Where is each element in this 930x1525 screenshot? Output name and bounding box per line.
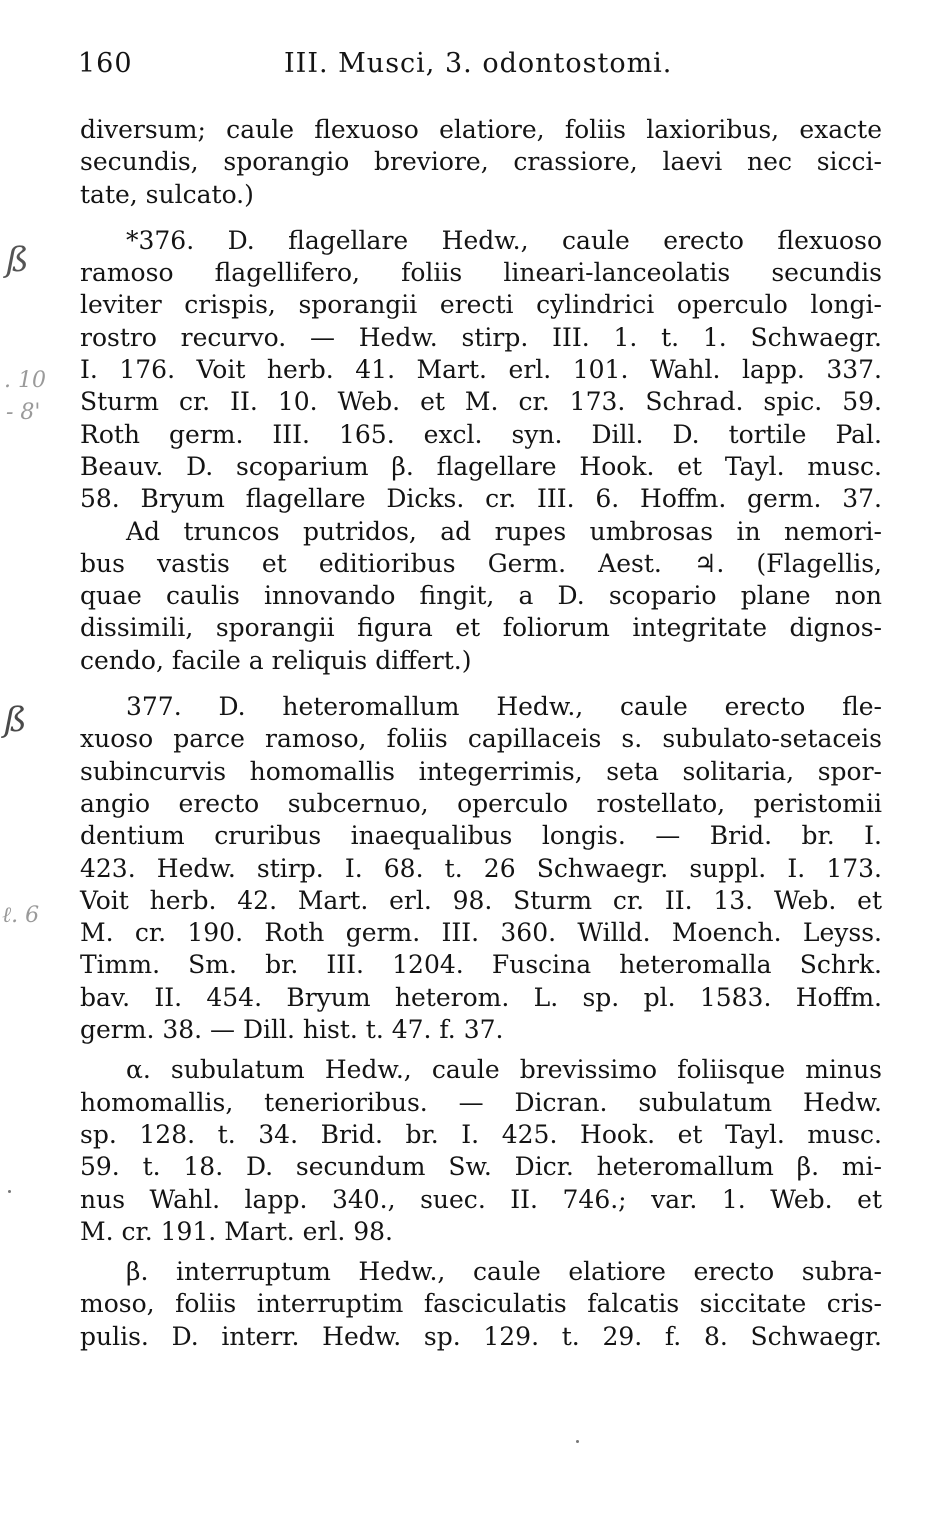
text-line: dissimili, sporangii figura et foliorum integritate dignos- <box>80 613 882 643</box>
text-line: 423. Hedw. stirp. I. 68. t. 26 Schwaegr. suppl. I. 173. <box>80 853 882 883</box>
text-line: Beauv. D. scoparium β. flagellare Hook. et Tayl. musc. <box>80 451 882 481</box>
page-number: 160 <box>78 48 133 79</box>
text-line: diversum; caule flexuoso elatiore, foliis laxioribus, exacte <box>80 115 882 144</box>
text-line: moso, foliis interruptim fasciculatis falcatis siccitate cris- <box>80 1289 882 1319</box>
paragraph-gap <box>80 677 882 691</box>
paragraph-gap <box>80 1046 882 1054</box>
paragraph-gap <box>80 211 882 225</box>
text-line: pulis. D. interr. Hedw. sp. 129. t. 29. f. 8. Schwaegr. <box>80 1321 882 1351</box>
text-line: quae caulis innovando fingit, a D. scopario plane non <box>80 581 882 611</box>
text-line: M. cr. 191. Mart. erl. 98. <box>80 1216 393 1246</box>
text-line: rostro recurvo. — Hedw. stirp. III. 1. t. 1. Schwaegr. <box>80 322 882 352</box>
text-line: tate, sulcato.) <box>80 179 254 209</box>
text-line: Timm. Sm. br. III. 1204. Fuscina heteromalla Schrk. <box>80 950 882 980</box>
text-line: dentium cruribus inaequalibus longis. — Brid. br. I. <box>80 821 882 851</box>
text-line: Voit herb. 42. Mart. erl. 98. Sturm cr. II. 13. Web. et <box>80 885 882 915</box>
text-line: homomallis, tenerioribus. — Dicran. subulatum Hedw. <box>80 1087 882 1117</box>
species-heading-376: *376. D. flagellare Hedw., caule erecto flexuoso <box>126 225 882 255</box>
text-line: bav. II. 454. Bryum heterom. L. sp. pl. 1583. Hoffm. <box>80 982 882 1012</box>
text-line: xuoso parce ramoso, foliis capillaceis s. subulato-setaceis <box>80 724 882 754</box>
text-line: sp. 128. t. 34. Brid. br. I. 425. Hook. et Tayl. musc. <box>80 1119 882 1149</box>
text-line: ramoso flagellifero, foliis lineari-lanceolatis secundis <box>80 258 882 288</box>
text-line: 59. t. 18. D. secundum Sw. Dicr. heteromallum β. mi- <box>80 1152 882 1182</box>
paragraph-gap <box>80 1248 882 1256</box>
paper-speck <box>8 1190 11 1193</box>
text-line: secundis, sporangio breviore, crassiore, laevi nec sicci- <box>80 147 882 177</box>
margin-note-six: ℓ. 6 <box>2 903 40 928</box>
text-line: leviter crispis, sporangii erecti cylindrici operculo longi- <box>80 290 882 320</box>
text-line: Roth germ. III. 165. excl. syn. Dill. D. tortile Pal. <box>80 419 882 449</box>
running-head <box>78 48 878 88</box>
text-line: angio erecto subcernuo, operculo rostellato, peristomii <box>80 788 882 818</box>
text-line: Sturm cr. II. 10. Web. et M. cr. 173. Schrad. spic. 59. <box>80 387 882 417</box>
text-line: I. 176. Voit herb. 41. Mart. erl. 101. Wahl. lapp. 337. <box>80 355 882 385</box>
margin-note-beta: ß <box>6 240 29 280</box>
body-text <box>80 114 882 1353</box>
variety-beta: β. interruptum Hedw., caule elatiore erecto subra- <box>126 1257 882 1287</box>
text-line: M. cr. 190. Roth germ. III. 360. Willd. Moench. Leyss. <box>80 918 882 948</box>
species-heading-377: 377. D. heteromallum Hedw., caule erecto fle- <box>126 692 882 722</box>
text-line: bus vastis et editioribus Germ. Aest. ♃. (Flagellis, <box>80 548 882 578</box>
text-line: cendo, facile a reliquis differt.) <box>80 645 472 675</box>
text-line: nus Wahl. lapp. 340., suec. II. 746.; var. 1. Web. et <box>80 1184 882 1214</box>
paper-speck <box>576 1440 579 1443</box>
margin-note-beta: ß <box>4 700 27 740</box>
variety-alpha: α. subulatum Hedw., caule brevissimo foliisque minus <box>126 1055 882 1085</box>
habitat-line: Ad truncos putridos, ad rupes umbrosas in nemori- <box>126 516 882 546</box>
text-line: 58. Bryum flagellare Dicks. cr. III. 6. Hoffm. germ. 37. <box>80 484 882 514</box>
margin-note-ten: . 10 <box>4 368 46 393</box>
running-title: III. Musci, 3. odontostomi. <box>284 48 673 79</box>
text-line: subincurvis homomallis integerrimis, seta solitaria, spor- <box>80 756 882 786</box>
text-line: germ. 38. — Dill. hist. t. 47. f. 37. <box>80 1015 504 1045</box>
margin-note-eight: - 8' <box>6 400 41 425</box>
